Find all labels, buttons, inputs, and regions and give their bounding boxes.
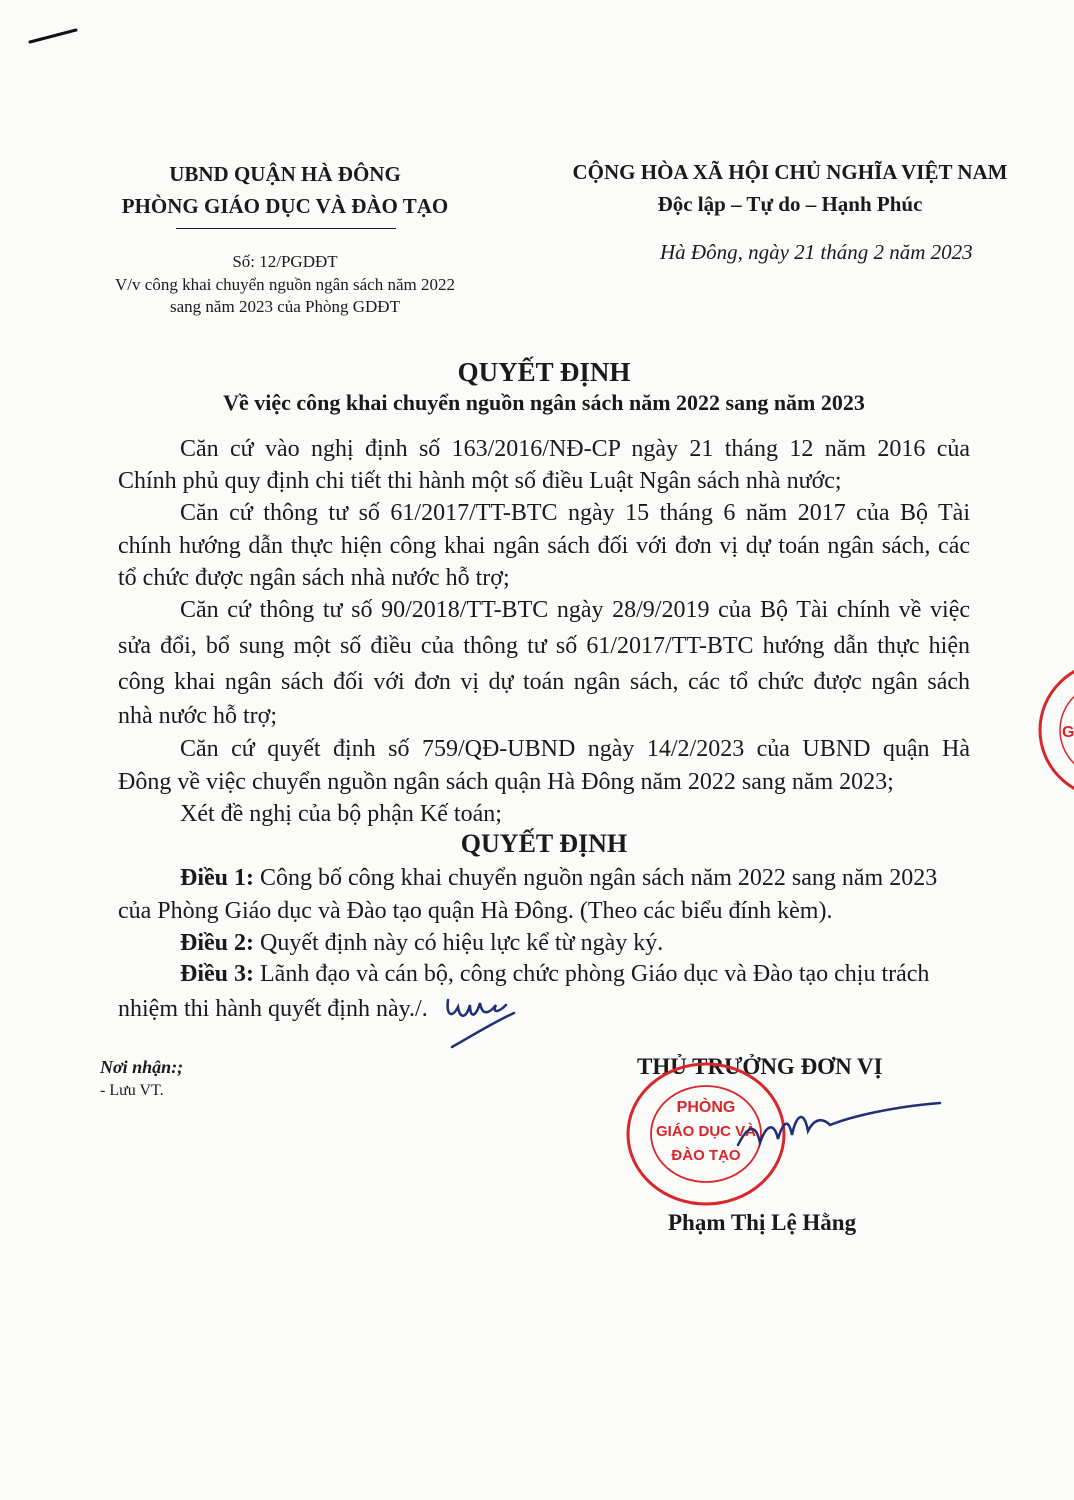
article-3-label: Điều 3: [180,961,254,987]
article-3-cont: nhiệm thi hành quyết định này./. [118,996,428,1022]
preamble-line: Căn cứ vào nghị định số 163/2016/NĐ-CP ngày 21 tháng 12 năm 2016 của [180,436,970,462]
subject-line-1: V/v công khai chuyển nguồn ngân sách năm 2022 [115,275,455,294]
article-1-label: Điều 1: [180,865,254,891]
article-1-text: Công bố công khai chuyển nguồn ngân sách năm 2022 sang năm 2023 [254,865,938,891]
preamble-line: Căn cứ thông tư số 90/2018/TT-BTC ngày 28/9/2019 của Bộ Tài chính về việc [180,597,970,623]
signature-scribble [730,1095,950,1165]
document-date: Hà Đông, ngày 21 tháng 2 năm 2023 [660,240,973,264]
header-right [550,156,1030,220]
stamp-line-2: GIÁO DỤC VÀ [655,1123,757,1140]
subject-line-2: sang năm 2023 của Phòng GDĐT [170,297,400,316]
article-1-cont: của Phòng Giáo dục và Đào tạo quận Hà Đông. (Theo các biểu đính kèm). [118,898,833,924]
recipients-item: - Lưu VT. [100,1082,164,1099]
document-title: QUYẾT ĐỊNH [457,357,631,387]
preamble-line: Căn cứ quyết định số 759/QĐ-UBND ngày 14/2/2023 của UBND quận Hà [180,736,970,762]
header-left [95,158,475,222]
preamble-line: Đông về việc chuyển nguồn ngân sách quận Hà Đông năm 2022 sang năm 2023; [118,769,894,795]
national-motto: Độc lập – Tự do – Hạnh Phúc [657,192,923,216]
article-2 [180,929,970,957]
svg-text:G: G [1062,724,1074,741]
initials-mark [440,985,520,1055]
document-number: Số: 12/PGDĐT [232,252,338,271]
pen-mark [28,26,80,46]
issuer-department: PHÒNG GIÁO DỤC VÀ ĐÀO TẠO [121,194,449,218]
preamble-line: chính hướng dẫn thực hiện công khai ngân sách đối với đơn vị dự toán ngân sách, các [118,533,970,559]
preamble-line: Chính phủ quy định chi tiết thi hành một số điều Luật Ngân sách nhà nước; [118,468,842,494]
article-1 [180,864,970,892]
article-2-label: Điều 2: [180,930,254,956]
document-subtitle: Về việc công khai chuyển nguồn ngân sách năm 2022 sang năm 2023 [223,390,865,415]
preamble-line: nhà nước hỗ trợ; [118,703,278,729]
article-3-text: Lãnh đạo và cán bộ, công chức phòng Giáo dục và Đào tạo chịu trách [254,961,930,987]
preamble-line: Xét đề nghị của bộ phận Kế toán; [180,801,502,827]
document-subject [75,274,495,318]
recipients-label: Nơi nhận:; [100,1057,184,1077]
article-2-text: Quyết định này có hiệu lực kể từ ngày ký. [254,930,664,956]
article-3 [180,960,970,988]
partial-edge-stamp [1030,655,1074,805]
national-title: CỘNG HÒA XÃ HỘI CHỦ NGHĨA VIỆT NAM [572,160,1008,184]
stamp-line-3: ĐÀO TẠO [671,1147,741,1164]
preamble-line: Căn cứ thông tư số 61/2017/TT-BTC ngày 15 tháng 6 năm 2017 của Bộ Tài [180,500,970,526]
stamp-line-1: PHÒNG [676,1099,736,1116]
header-left-rule [176,228,396,229]
preamble-line: sửa đổi, bổ sung một số điều của thông tư số 61/2017/TT-BTC hướng dẫn thực hiện [118,633,970,659]
decision-title: QUYẾT ĐỊNH [460,829,628,858]
preamble-line: công khai ngân sách đối với đơn vị dự toán ngân sách, các tổ chức được ngân sách [118,669,970,695]
preamble-line: tổ chức được ngân sách nhà nước hỗ trợ; [118,565,510,591]
signer-name: Phạm Thị Lệ Hằng [668,1210,857,1235]
issuer-district: UBND QUẬN HÀ ĐÔNG [169,162,401,186]
signer-title: THỦ TRƯỞNG ĐƠN VỊ [637,1054,883,1079]
